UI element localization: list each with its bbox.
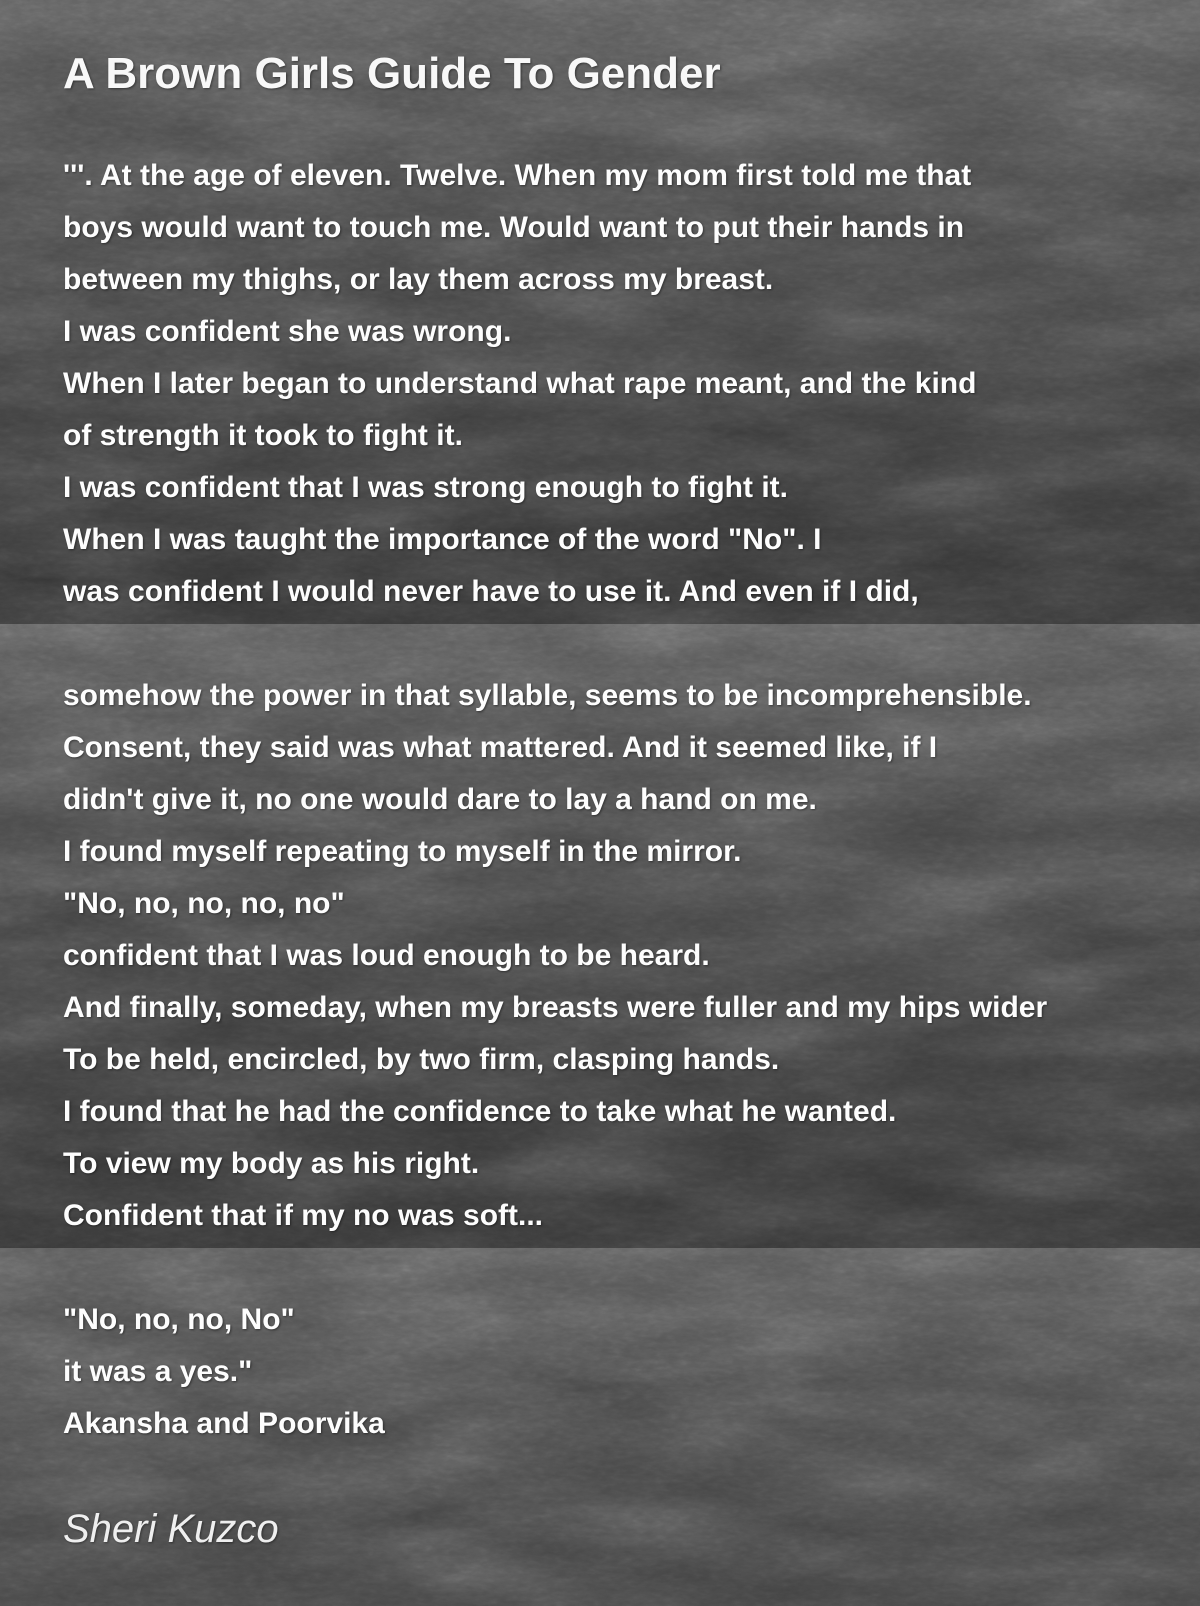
stanza: [63, 670, 1190, 1242]
poem-line: I found myself repeating to myself in the mirror.: [63, 835, 742, 868]
poem-line: Consent, they said was what mattered. And it seemed like, if I: [63, 731, 938, 764]
poem-author: Sheri Kuzco: [63, 1507, 279, 1551]
poem-line: When I was taught the importance of the word "No". I: [63, 523, 822, 556]
poem-line: "No, no, no, No": [63, 1303, 295, 1336]
poem-line: Confident that if my no was soft...: [63, 1199, 543, 1232]
poem-line: boys would want to touch me. Would want to put their hands in: [63, 211, 965, 244]
poem-line: '''. At the age of eleven. Twelve. When my mom first told me that: [63, 159, 972, 192]
poem-line: "No, no, no, no, no": [63, 887, 345, 920]
poem-line: Akansha and Poorvika: [63, 1407, 385, 1440]
poem-line: it was a yes.": [63, 1355, 253, 1388]
poem-line: confident that I was loud enough to be heard.: [63, 939, 710, 972]
poem-line: of strength it took to fight it.: [63, 419, 463, 452]
poem-line: I was confident that I was strong enough to fight it.: [63, 471, 788, 504]
poem-line: somehow the power in that syllable, seems to be incomprehensible.: [63, 679, 1032, 712]
poem-line: When I later began to understand what rape meant, and the kind: [63, 367, 977, 400]
poem-title: A Brown Girls Guide To Gender: [63, 49, 721, 98]
poem-line: didn't give it, no one would dare to lay a hand on me.: [63, 783, 817, 816]
poem-line: And finally, someday, when my breasts were fuller and my hips wider: [63, 991, 1048, 1024]
stanza: [63, 1294, 1190, 1450]
poem-line: was confident I would never have to use it. And even if I did,: [63, 575, 919, 608]
poem-line: To be held, encircled, by two firm, clasping hands.: [63, 1043, 780, 1076]
poem-line: I found that he had the confidence to take what he wanted.: [63, 1095, 897, 1128]
stanza: [63, 150, 1190, 618]
poem-line: To view my body as his right.: [63, 1147, 480, 1180]
poem-line: between my thighs, or lay them across my breast.: [63, 263, 774, 296]
poem-line: I was confident she was wrong.: [63, 315, 512, 348]
